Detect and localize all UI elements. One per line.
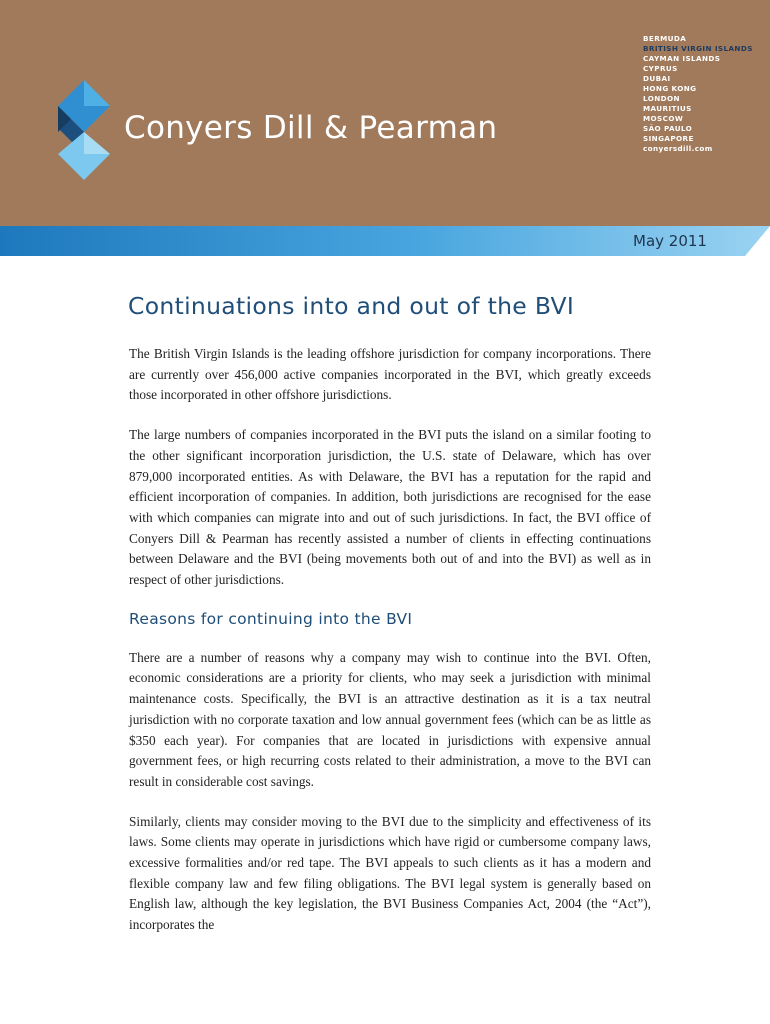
office-item-current: BRITISH VIRGIN ISLANDS (643, 44, 753, 53)
office-item: BERMUDA (643, 34, 687, 43)
office-item: SINGAPORE (643, 134, 694, 143)
firm-name: Conyers Dill & Pearman (124, 110, 498, 146)
paragraph: There are a number of reasons why a company may wish to continue into the BVI. Often, economic considerations are a priority for clients, who may seek a jurisdiction with minimal maintenance costs. Specifically, the BVI is an attractive destination as it is a tax neutral jurisdiction with no corporate taxation and low annual government fees (which can be as little as $350 each year). For companies that are located in jurisdictions with expensive annual government fees, or high recurring costs related to their administration, a move to the BVI can result in considerable cost savings. (129, 649, 651, 789)
paragraph: Similarly, clients may consider moving to the BVI due to the simplicity and effectiveness of its laws. Some clients may operate in jurisdictions which have rigid or cumbersome company laws, excessive formalities and/or red tape. The BVI appeals to such clients as it has a modern and flexible company law and few filing obligations. The BVI legal system is generally based on English law, although the key legislation, the BVI Business Companies Act, 2004 (the “Act”), incorporates the (129, 813, 651, 933)
publication-date: May 2011 (633, 232, 707, 250)
paragraph: The large numbers of companies incorporated in the BVI puts the island on a similar footing to the other significant incorporation jurisdiction, the U.S. state of Delaware, which has over 879,000 incorporated entities. As with Delaware, the BVI has a reputation for the rapid and efficient incorporation of companies. In addition, both jurisdictions are recognised for the ease with which companies can migrate into and out of such jurisdictions. In fact, the BVI office of Conyers Dill & Pearman has recently assisted a number of clients in effecting continuations between Delaware and the BVI (being movements both out of and into the BVI) as well as in respect of other jurisdictions. (129, 427, 651, 588)
office-item: LONDON (643, 94, 680, 103)
section-heading: Reasons for continuing into the BVI (129, 609, 413, 628)
office-item: MOSCOW (643, 114, 684, 123)
firm-logo-icon (58, 80, 110, 180)
office-item: MAURITIUS (643, 104, 692, 113)
office-list (643, 34, 753, 154)
paragraph: The British Virgin Islands is the leading offshore jurisdiction for company incorporations. There are currently over 456,000 active companies incorporated in the BVI, which greatly exceeds those incorporated in other offshore jurisdictions. (129, 346, 651, 403)
letterhead-header (0, 0, 770, 226)
office-item: CYPRUS (643, 64, 678, 73)
office-item: HONG KONG (643, 84, 697, 93)
office-item: SÃO PAULO (643, 124, 693, 133)
office-item: DUBAI (643, 74, 671, 83)
office-item: CAYMAN ISLANDS (643, 54, 721, 63)
article-title: Continuations into and out of the BVI (128, 292, 575, 320)
article-body (129, 344, 651, 955)
website-link[interactable]: conyersdill.com (643, 144, 713, 153)
